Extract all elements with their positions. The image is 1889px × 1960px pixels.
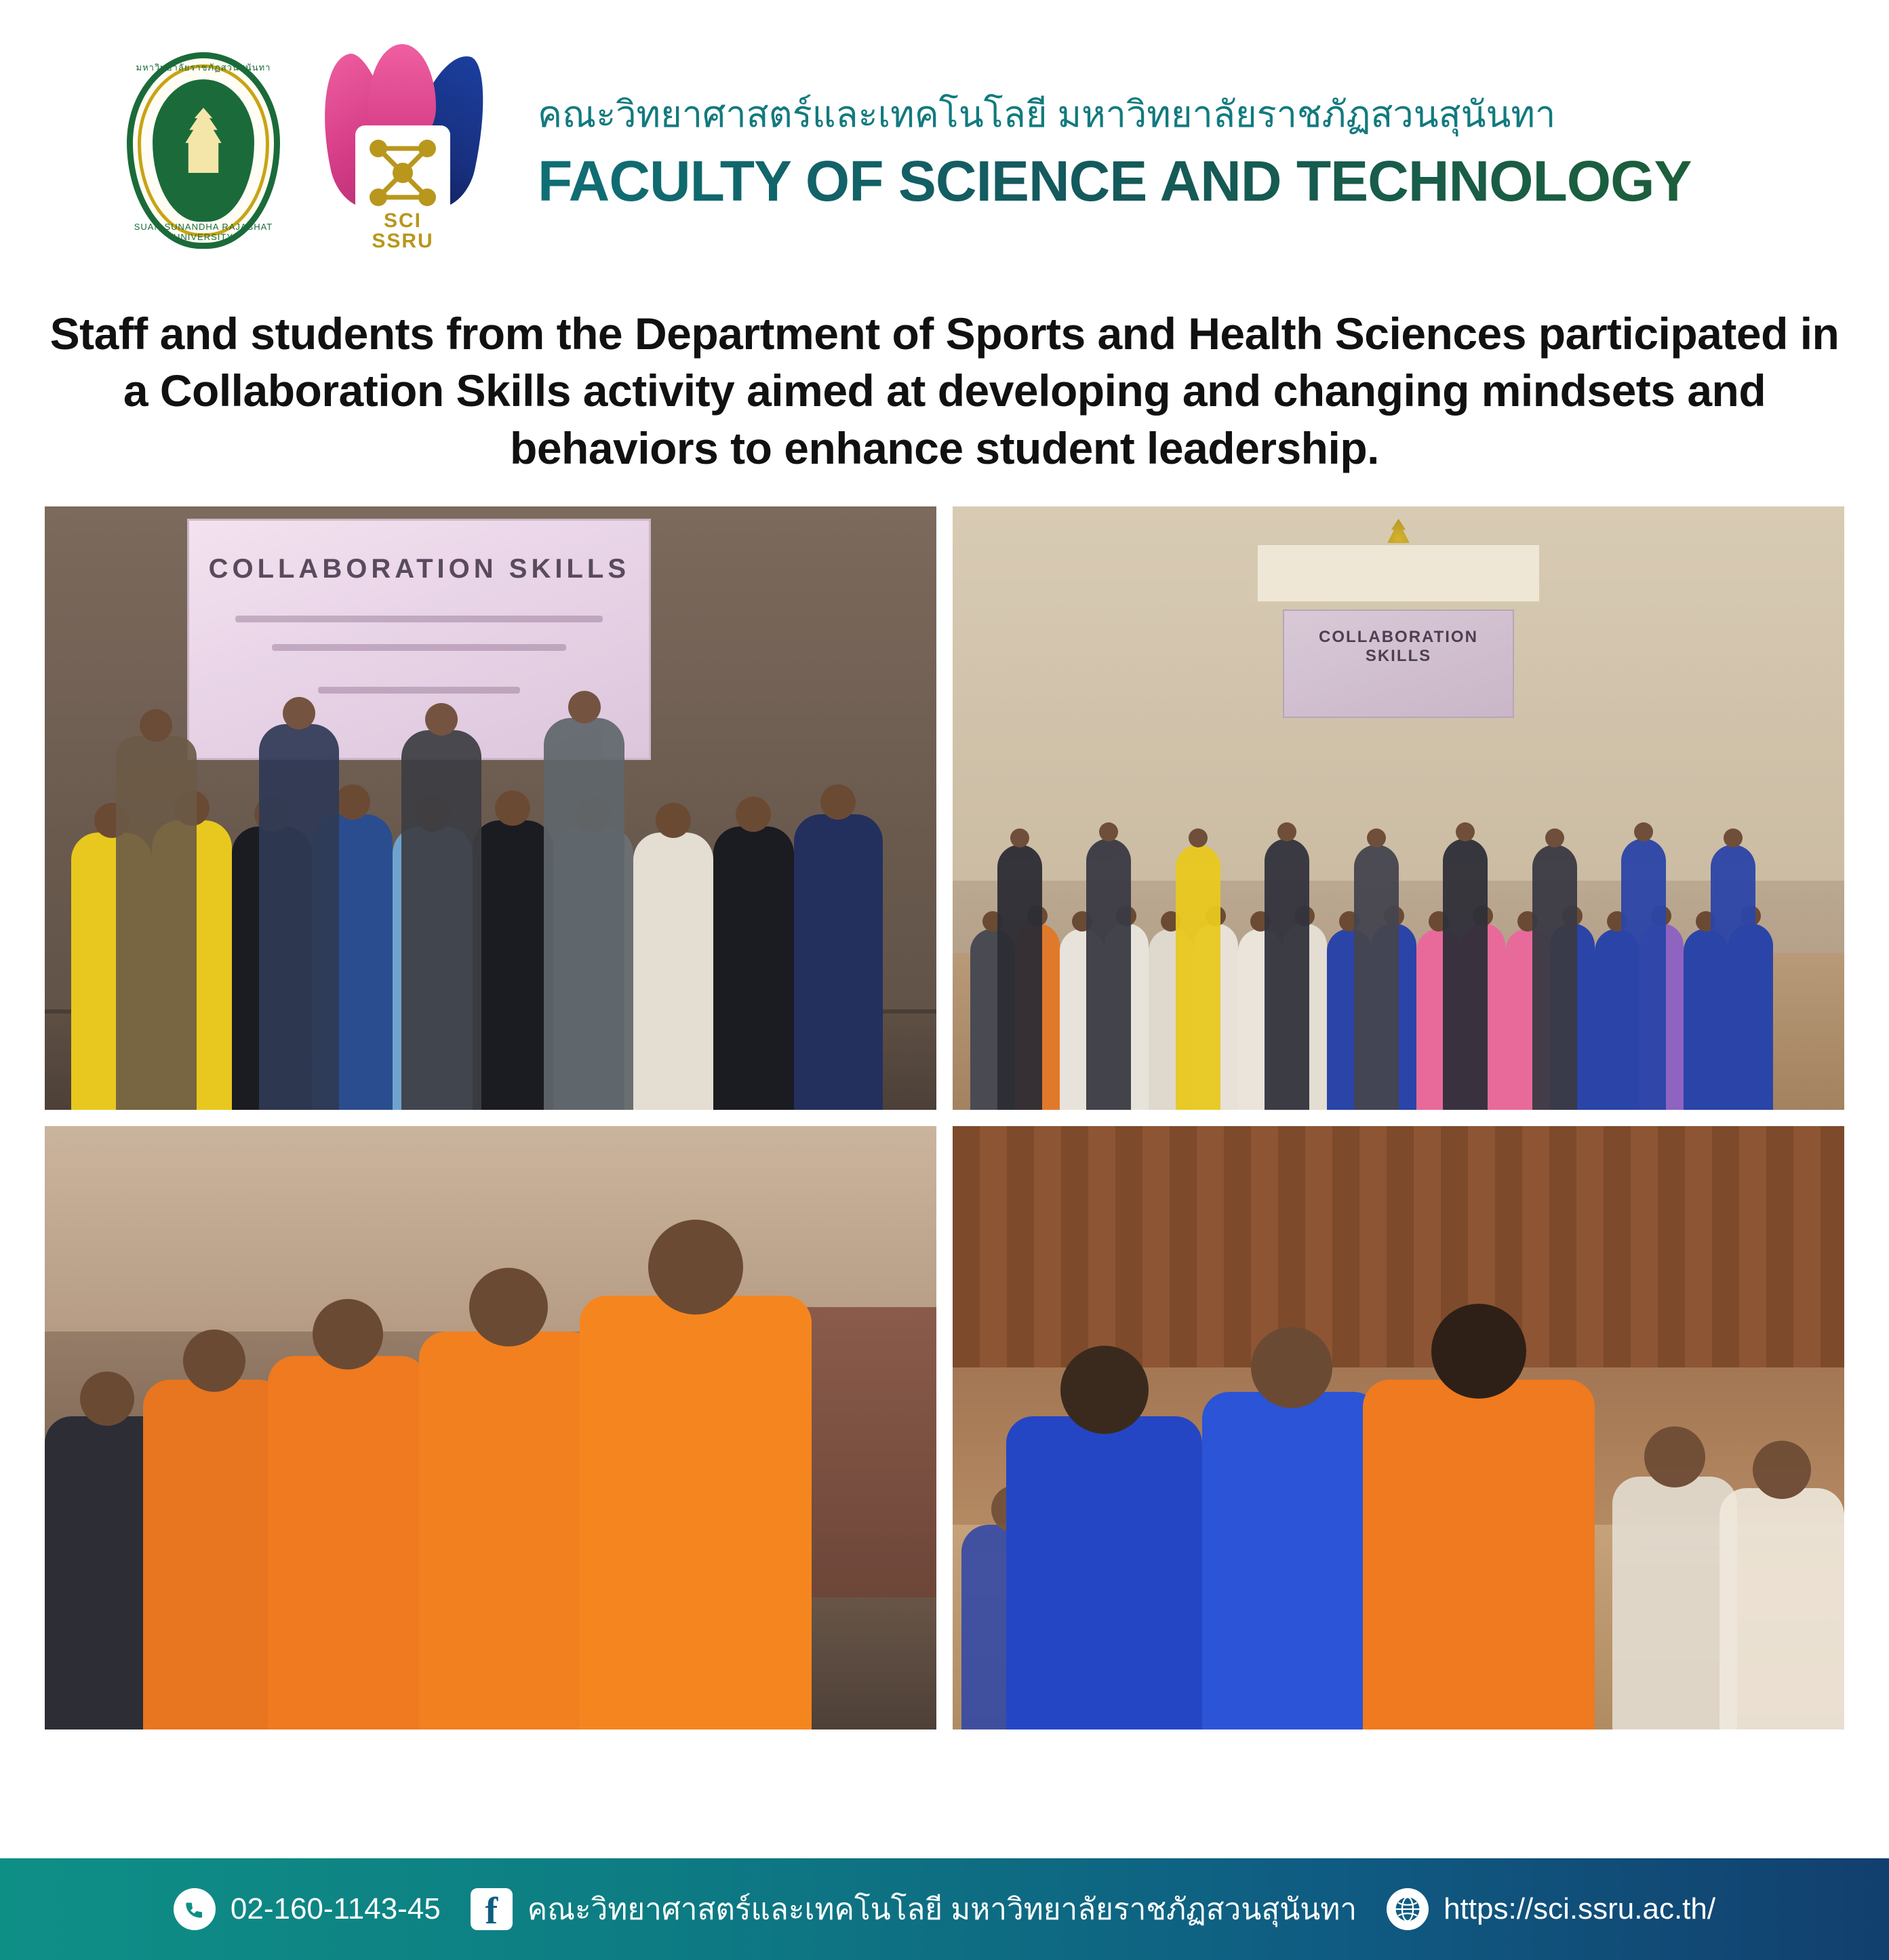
photo-orange-shirt-students-seated [45,1126,936,1729]
phone-number: 02-160-1143-45 [230,1892,441,1925]
seal-text-top: มหาวิทยาลัยราชภัฏสวนสุนันทา [136,62,271,73]
header-title-block [538,85,1692,214]
facebook-icon[interactable]: f [471,1888,513,1930]
page-title: Staff and students from the Department of Sports and Health Sciences participated in a Collaboration Skills activity aimed at developing and changing mindsets and behaviors to enhance student leadership. [49,308,1840,473]
footer-website[interactable] [1387,1888,1715,1930]
people-group [45,506,936,1110]
photo-staff-group-stage [45,506,936,1110]
people-group [953,506,1844,1110]
photo-grid [45,506,1844,1729]
phone-icon [174,1888,216,1930]
website-url[interactable]: https://sci.ssru.ac.th/ [1444,1892,1716,1925]
faculty-name-thai: คณะวิทยาศาสตร์และเทคโนโลยี มหาวิทยาลัยราชภัฏสวนสุนันทา [538,94,1556,135]
seal-text-bottom: SUAN SUNANDHA RAJABHAT UNIVERSITY [134,222,273,242]
footer-facebook[interactable] [471,1885,1357,1933]
screen-title-text: COLLABORATION SKILLS [208,554,631,584]
photo-pair-activity-floor [953,1126,1844,1729]
photo-large-group-hall [953,506,1844,1110]
people-group [45,1126,936,1729]
university-seal-icon [119,37,288,261]
globe-icon[interactable] [1387,1888,1429,1930]
poster-header [0,0,1889,298]
molecule-icon [355,125,450,220]
screen-title-text: COLLABORATION SKILLS [1319,627,1478,665]
footer-contact-bar [0,1858,1889,1960]
sci-ssru-logo-icon [318,44,488,254]
footer-phone [174,1888,441,1930]
sci-logo-line1: SCI [383,209,422,232]
sci-logo-line2: SSRU [372,230,434,252]
faculty-name-english: FACULTY OF SCIENCE AND TECHNOLOGY [538,148,1692,213]
facebook-page-name: คณะวิทยาศาสตร์และเทคโนโลยี มหาวิทยาลัยราชภัฏสวนสุนันทา [527,1893,1357,1926]
people-group [953,1126,1844,1729]
